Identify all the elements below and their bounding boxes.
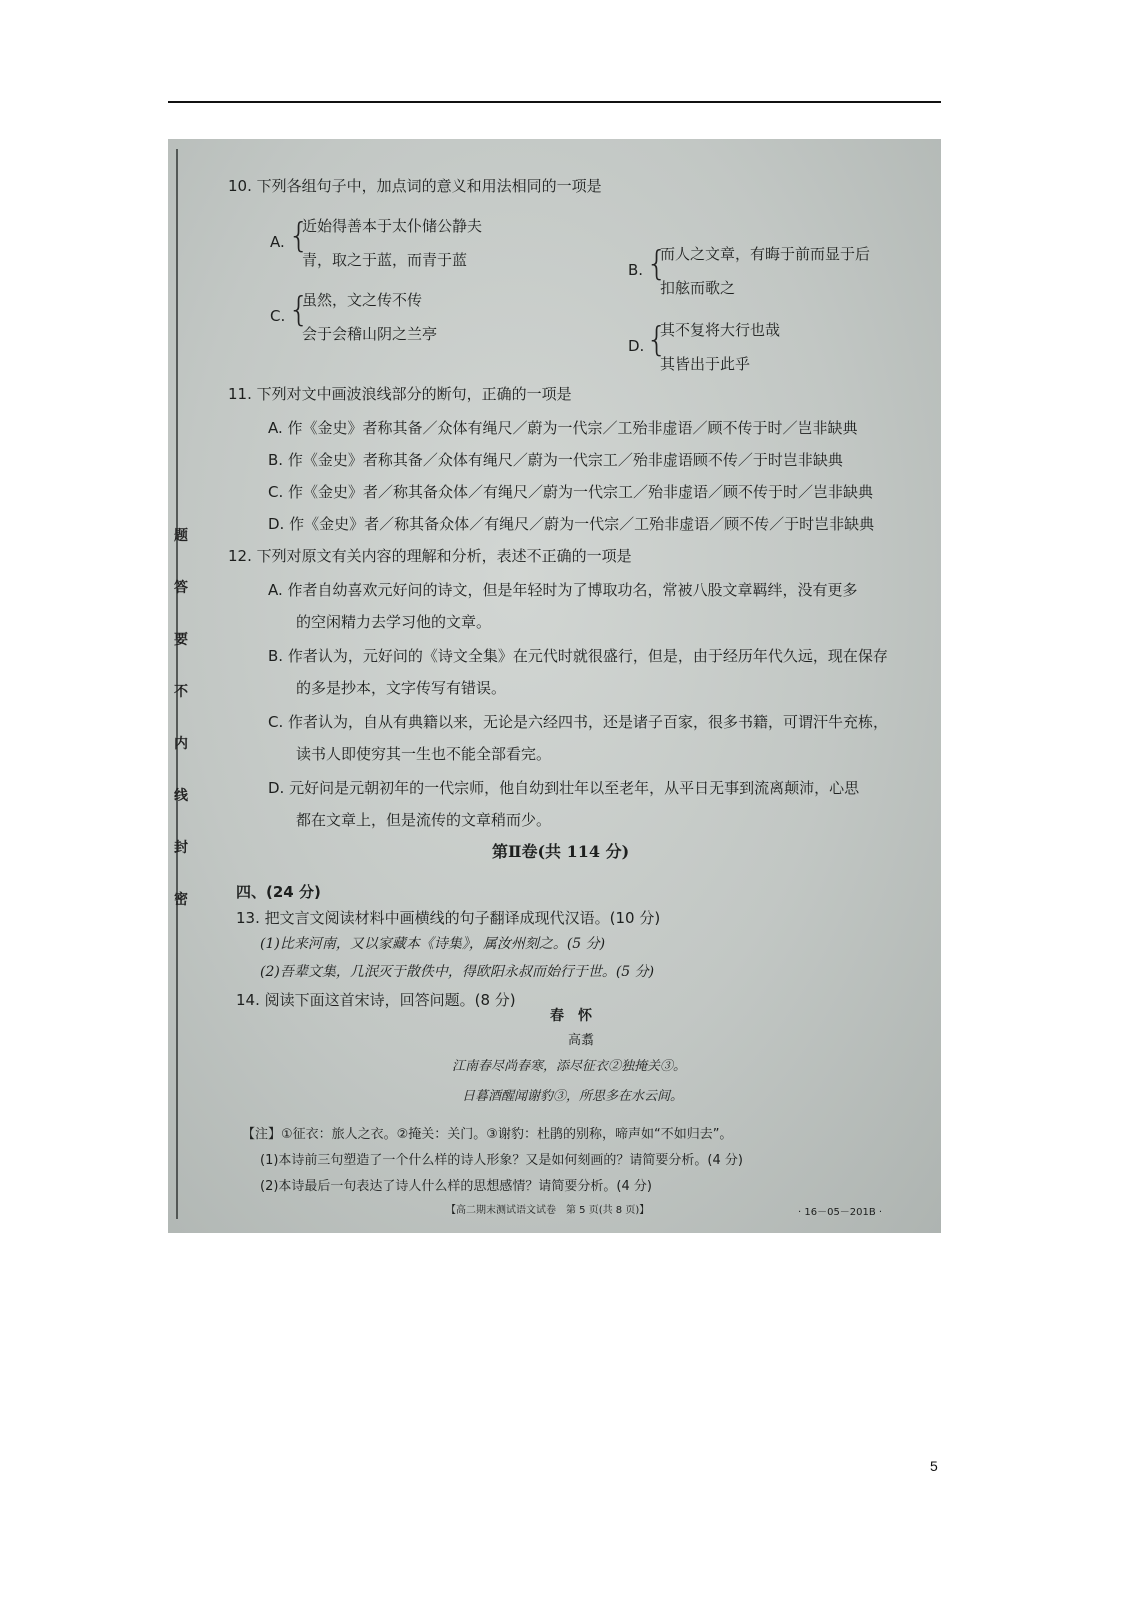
- poem-line: 江南春尽尚春寒，添尽征衣②独掩关③。: [452, 1059, 687, 1074]
- q10-c-line2: 会于会稽山阴之兰亭: [302, 325, 438, 343]
- brace-icon: {: [288, 290, 310, 330]
- q11-option: D. 作《金史》者／称其备众体／有绳尺／蔚为一代宗／工殆非虚语／顾不传／于时岂非缺典: [268, 515, 875, 533]
- q14-item: (2)本诗最后一句表达了诗人什么样的思想感情？请简要分析。(4 分): [260, 1179, 652, 1194]
- seal-char: 不: [174, 684, 188, 700]
- header-rule: [168, 101, 941, 103]
- q12-option-a-line1: A. 作者自幼喜欢元好问的诗文，但是年轻时为了博取功名，常被八股文章羁绊，没有更多: [268, 581, 858, 599]
- q10-option-a-label: A.: [270, 233, 285, 251]
- seal-char: 封: [174, 840, 188, 856]
- part2-title: 第Ⅱ卷(共 114 分): [492, 842, 630, 861]
- q12-option-d-line1: D. 元好问是元朝初年的一代宗师，他自幼到壮年以至老年，从平日无事到流离颠沛，心思: [268, 779, 860, 797]
- q12-option-b-line2: 的多是抄本，文字传写有错误。: [296, 679, 507, 697]
- q10-option-b-label: B.: [628, 261, 644, 279]
- q12-option-c-line2: 读书人即使穷其一生也不能全部看完。: [296, 745, 552, 763]
- q12-stem: 12. 下列对原文有关内容的理解和分析，表述不正确的一项是: [228, 547, 632, 565]
- q10-stem: 10. 下列各组句子中，加点词的意义和用法相同的一项是: [228, 177, 602, 195]
- section-4-heading: 四、(24 分): [236, 883, 321, 901]
- seal-char: 内: [174, 736, 188, 752]
- q11-option: C. 作《金史》者／称其备众体／有绳尺／蔚为一代宗工／殆非虚语／顾不传于时／岂非缺典: [268, 483, 874, 501]
- q12-option-b-line1: B. 作者认为，元好问的《诗文全集》在元代时就很盛行，但是，由于经历年代久远，现在保存: [268, 647, 888, 665]
- q14-stem: 14. 阅读下面这首宋诗，回答问题。(8 分): [236, 991, 516, 1009]
- q14-item: (1)本诗前三句塑造了一个什么样的诗人形象？又是如何刻画的？请简要分析。(4 分): [260, 1153, 743, 1168]
- poem-note: 【注】①征衣：旅人之衣。②掩关：关门。③谢豹：杜鹃的别称，啼声如“不如归去”。: [242, 1127, 733, 1142]
- seal-char: 要: [174, 632, 188, 648]
- q12-option-a-line2: 的空闲精力去学习他的文章。: [296, 613, 492, 631]
- scan-footer-center: 【高二期末测试语文试卷 第 5 页(共 8 页)】: [446, 1205, 650, 1216]
- exam-page-photo: [168, 139, 941, 1233]
- poem-author: 高翥: [568, 1033, 595, 1048]
- margin-seal-text: [168, 529, 194, 945]
- q12-option-c-line1: C. 作者认为，自从有典籍以来，无论是六经四书，还是诸子百家，很多书籍，可谓汗牛充栋，: [268, 713, 889, 731]
- brace-icon: {: [646, 320, 668, 360]
- seal-char: 答: [174, 580, 188, 596]
- q11-option: B. 作《金史》者称其备／众体有绳尺／蔚为一代宗工／殆非虚语顾不传／于时岂非缺典: [268, 451, 843, 469]
- scan-footer-right: · 16－05－201B ·: [798, 1207, 883, 1218]
- seal-char: 密: [174, 892, 188, 908]
- q10-c-line1: 虽然，文之传不传: [302, 291, 423, 309]
- q10-a-line1: 近始得善本于太仆储公静夫: [302, 217, 483, 235]
- q12-option-d-line2: 都在文章上，但是流传的文章稍而少。: [296, 811, 552, 829]
- q11-stem: 11. 下列对文中画波浪线部分的断句，正确的一项是: [228, 385, 572, 403]
- q10-option-c-label: C.: [270, 307, 286, 325]
- q11-option: A. 作《金史》者称其备／众体有绳尺／蔚为一代宗／工殆非虚语／顾不传于时／岂非缺典: [268, 419, 858, 437]
- poem-line: 日暮酒醒闻谢豹③，所思多在水云间。: [462, 1089, 684, 1104]
- q10-d-line1: 其不复将大行也哉: [660, 321, 781, 339]
- q10-b-line2: 扣舷而歌之: [660, 279, 736, 297]
- q10-option-d-label: D.: [628, 337, 645, 355]
- poem-title: 春 怀: [550, 1008, 592, 1024]
- seal-char: 题: [174, 528, 188, 544]
- q10-d-line2: 其皆出于此乎: [660, 355, 751, 373]
- q13-stem: 13. 把文言文阅读材料中画横线的句子翻译成现代汉语。(10 分): [236, 909, 661, 927]
- q10-a-line2: 青，取之于蓝，而青于蓝: [302, 251, 468, 269]
- brace-icon: {: [646, 244, 668, 284]
- brace-icon: {: [288, 216, 310, 256]
- seal-char: 线: [174, 788, 188, 804]
- page-number: 5: [930, 1458, 938, 1474]
- q13-item: (1)比来河南，又以家藏本《诗集》，属汝州刻之。(5 分): [260, 936, 606, 952]
- q13-item: (2)吾辈文集，几泯灭于散佚中，得欧阳永叔而始行于世。(5 分): [260, 964, 655, 980]
- q10-b-line1: 而人之文章，有晦于前而显于后: [660, 245, 871, 263]
